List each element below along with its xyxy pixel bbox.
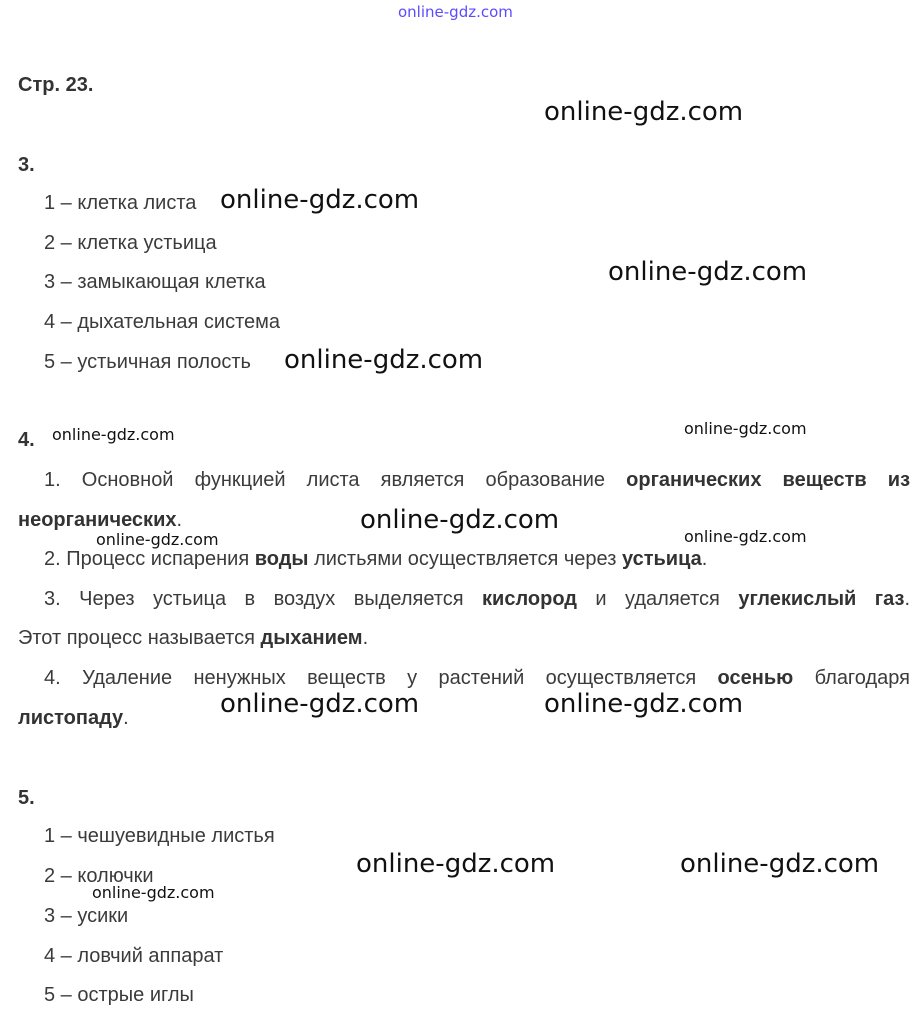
bold-term: листопаду <box>18 707 124 729</box>
section-4-number: 4. <box>18 429 35 451</box>
bold-term: органических веществ из <box>626 469 911 491</box>
watermark: online-gdz.com <box>356 849 556 879</box>
text-run: 1. Основной функцией листа является образование <box>44 469 627 491</box>
text-run: листьями осуществляется через <box>308 548 622 570</box>
section-3-number: 3. <box>18 154 35 176</box>
text-run: . <box>701 548 708 570</box>
watermark: online-gdz.com <box>360 505 560 535</box>
bold-term: дыханием <box>260 627 363 649</box>
bold-term: кислород <box>482 588 577 610</box>
section-3-item-1: 1 – клетка листа <box>44 192 197 214</box>
text-run: 4. Удаление ненужных веществ у растений осуществляется <box>44 667 718 689</box>
section-4-paragraph-4-line-1 <box>44 666 910 690</box>
page-title: Стр. 23. <box>18 74 94 96</box>
section-3-item-2: 2 – клетка устьица <box>44 232 217 254</box>
watermark: online-gdz.com <box>684 527 807 546</box>
text-run: . <box>362 627 369 649</box>
watermark: online-gdz.com <box>52 425 175 444</box>
section-4-paragraph-3-line-2 <box>18 626 368 650</box>
section-4-paragraph-2 <box>44 547 707 571</box>
section-3-item-4: 4 – дыхательная система <box>44 311 281 333</box>
watermark: online-gdz.com <box>96 530 219 549</box>
bold-term: устьица <box>621 548 702 570</box>
section-3-item-3: 3 – замыкающая клетка <box>44 271 266 293</box>
section-5-item-4: 4 – ловчий аппарат <box>44 945 224 967</box>
watermark: online-gdz.com <box>544 689 744 719</box>
text-run: . <box>904 588 910 610</box>
section-5-item-2: 2 – колючки <box>44 865 154 887</box>
watermark: online-gdz.com <box>220 689 420 719</box>
bold-term: воды <box>254 548 309 570</box>
text-run: и удаляется <box>576 588 739 610</box>
watermark: online-gdz.com <box>684 419 807 438</box>
section-5-item-3: 3 – усики <box>44 905 129 927</box>
section-5-item-5: 5 – острые иглы <box>44 984 194 1006</box>
text-run: . <box>123 707 129 729</box>
bold-term: углекислый газ <box>738 588 905 610</box>
section-4-paragraph-1-line-1 <box>44 468 910 492</box>
text-run: 2. Процесс испарения <box>44 548 255 570</box>
text-run: Этот процесс называется <box>18 627 261 649</box>
section-5-item-1: 1 – чешуевидные листья <box>44 825 275 847</box>
section-4-paragraph-4-line-2 <box>18 706 129 730</box>
watermark: online-gdz.com <box>220 185 420 215</box>
section-4-paragraph-3-line-1 <box>44 587 910 611</box>
section-5-number: 5. <box>18 787 35 809</box>
section-3-item-5: 5 – устьичная полость <box>44 351 251 373</box>
bold-term: неорганических <box>18 509 177 531</box>
text-run: 3. Через устьица в воздух выделяется <box>44 588 483 610</box>
section-4-paragraph-1-line-2 <box>18 508 182 532</box>
watermark-top: online-gdz.com <box>398 3 513 21</box>
watermark: online-gdz.com <box>608 257 808 287</box>
watermark: online-gdz.com <box>680 849 880 879</box>
watermark: online-gdz.com <box>284 345 484 375</box>
text-run: благодаря <box>793 667 910 689</box>
bold-term: осенью <box>717 667 794 689</box>
text-run: . <box>176 509 183 531</box>
watermark: online-gdz.com <box>92 883 215 902</box>
watermark: online-gdz.com <box>544 97 744 127</box>
